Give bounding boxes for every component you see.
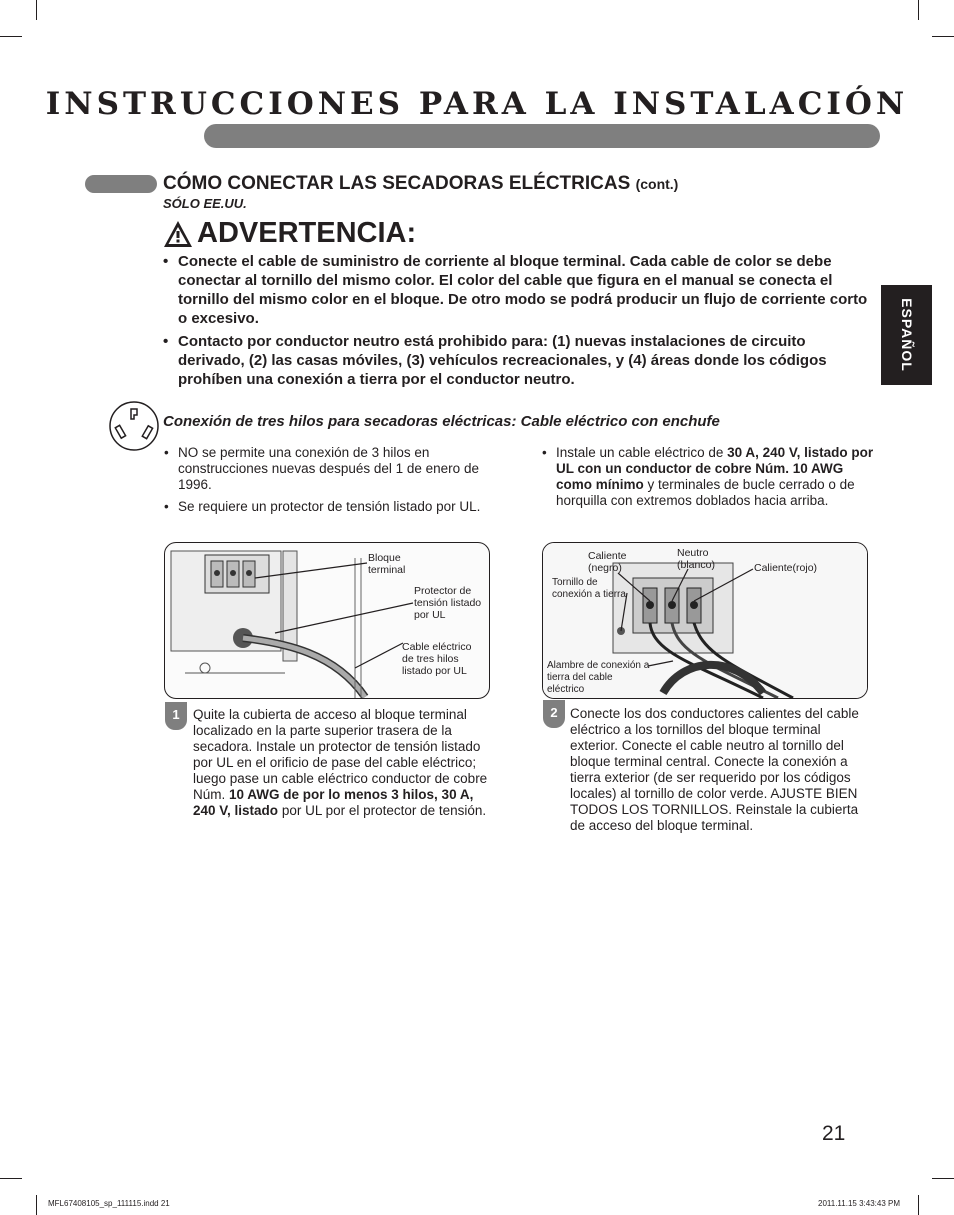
bullet-item [542,445,874,509]
label-power-cord: Cable eléctrico de tres hilos listado por UL [402,641,472,677]
section-marker [85,175,157,193]
label-ground-wire: Alambre de conexión a tierra del cable eléctrico [547,660,650,695]
crop-mark [932,36,954,37]
left-bullets [164,445,486,521]
label-hot-black: Caliente (negro) [588,550,627,574]
bullet-bold: 30 A, 240 V, listado por UL con un conductor de cobre Núm. 10 AWG como mínimo [556,445,874,492]
label-terminal-block: Bloque terminal [368,552,406,576]
crop-mark [932,1178,954,1179]
three-prong-outlet-icon [108,400,160,452]
section-title-suffix: (cont.) [635,176,679,192]
step-number: 1 [165,702,187,730]
figure-wire-connections [542,542,868,699]
step-text: Conecte los dos conductores calientes del cable eléctrico a los tornillos del bloque terminal exterior. Conecte el cable neutro al tornillo del bloque terminal central. Conecte la conexión a tierra exterior (de ser requerido por los códigos locales) al tornillo de color verde. AJUSTE BIEN TODOS LOS TORNILLOS. Reinstale la cubierta de acceso del bloque terminal. [570,706,859,833]
label-strain-relief: Protector de tensión listado por UL [414,585,482,621]
section-title-text: CÓMO CONECTAR LAS SECADORAS ELÉCTRICAS [163,173,631,194]
step-text-bold: 10 AWG de por lo menos 3 hilos, 30 A, 240 V, listado [193,787,474,818]
page-number: 21 [822,1122,846,1145]
warning-title: ADVERTENCIA: [197,217,417,249]
crop-mark [0,1178,22,1179]
label-ground-screw: Tornillo de conexión a tierra [552,577,626,600]
footer-file: MFL67408105_sp_111115.indd 21 [48,1199,170,1208]
label-neutral: Neutro (blanco) [677,547,715,571]
title-bar [204,124,880,148]
warning-item: • Contacto por conductor neutro está prohibido para: (1) nuevas instalaciones de circuito derivado, (2) las casas móviles, (3) vehículos recreacionales, y (4) áreas donde los códigos prohíben una conexión a tierra por el conductor neutro. [163,332,873,389]
section-title [163,173,678,195]
bullet-item: • Se requiere un protector de tensión listado por UL. [164,499,486,515]
three-wire-title: Conexión de tres hilos para secadoras eléctricas: Cable eléctrico con enchufe [163,413,720,430]
crop-mark [918,0,919,20]
warning-icon [163,220,193,248]
label-hot-red: Caliente(rojo) [754,562,818,574]
footer-timestamp: 2011.11.15 3:43:43 PM [818,1199,900,1208]
crop-mark [36,0,37,20]
right-bullets [542,445,874,515]
step-text-start: Quite la cubierta de acceso al bloque terminal localizado en la parte superior trasera de la secadora. Instale un protector de tensión listado por UL en el orificio de pase del cable eléctrico; luego pase un cable eléctrico conductor de cobre Núm. [193,707,488,802]
language-tab [881,285,932,385]
step-text-end: por UL por el protector de tensión. [278,803,487,818]
step-text [193,707,488,819]
figure-terminal-block [164,542,490,699]
language-tab-label: ESPAÑOL [898,298,915,372]
warning-heading [163,217,416,250]
crop-mark [918,1195,919,1215]
bullet-suffix: y terminales de bucle cerrado o de horquilla con extremos doblados hacia arriba. [556,477,855,508]
crop-mark [0,36,22,37]
bullet-prefix: Instale un cable eléctrico de [556,445,728,460]
section-subtitle: SÓLO EE.UU. [163,196,247,211]
warning-item: • Conecte el cable de suministro de corriente al bloque terminal. Cada cable de color se debe conectar al tornillo del mismo color. El color del cable que figura en el manual se conecta el tornillo del mismo color en el bloque. De otro modo se podrá producir un flujo de corriente corto o excesivo. [163,252,873,328]
step-number: 2 [543,700,565,728]
crop-mark [36,1195,37,1215]
bullet-item: • NO se permite una conexión de 3 hilos en construcciones nuevas después del 1 de enero de 1996. [164,445,486,493]
page-title: INSTRUCCIONES PARA LA INSTALACIÓN [45,86,909,122]
warning-list [163,252,873,393]
